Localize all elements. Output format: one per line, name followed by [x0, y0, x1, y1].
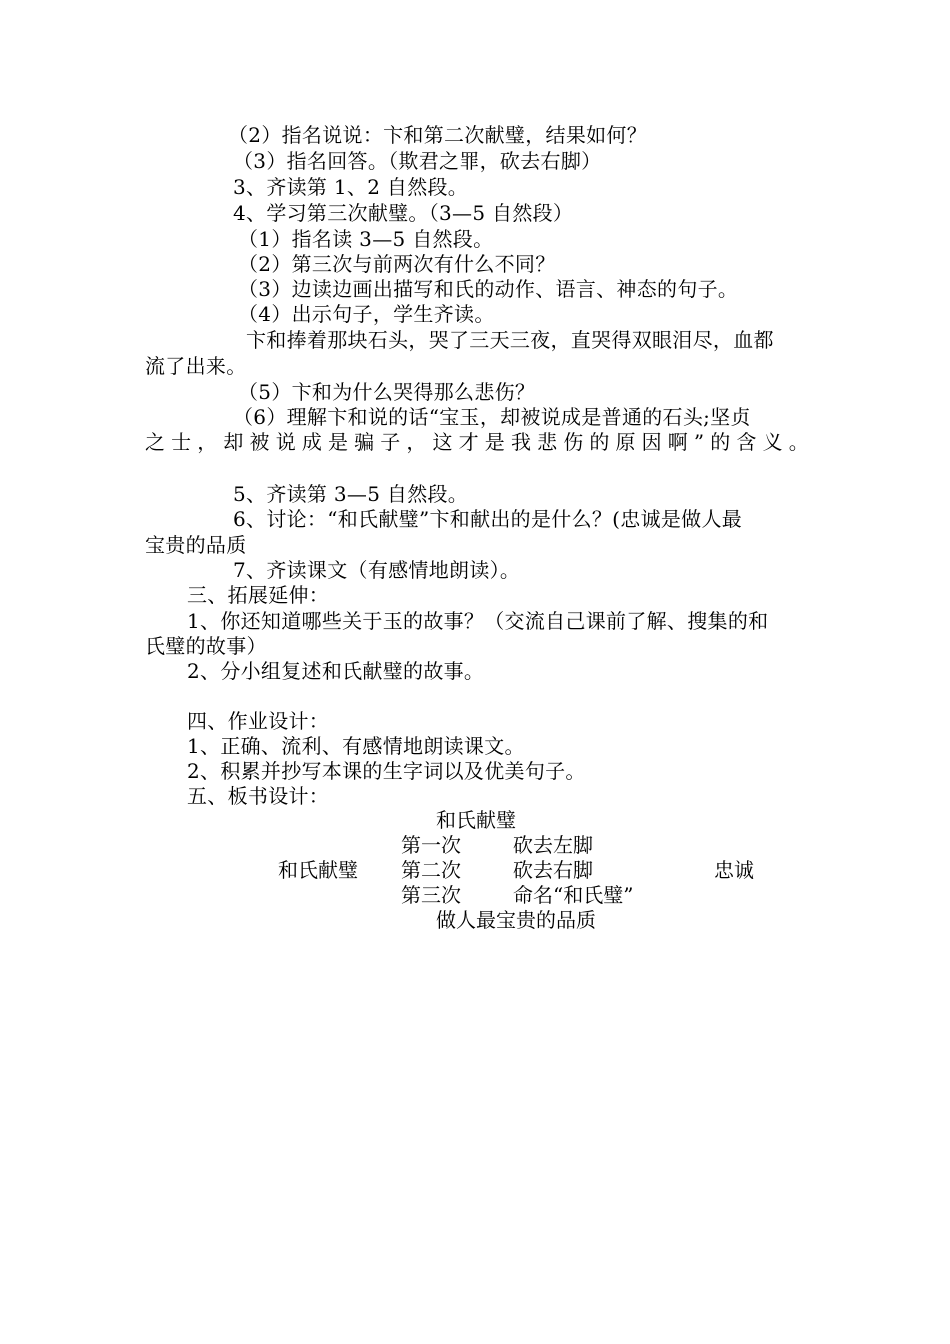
- board-left-label: 和氏献璧: [278, 858, 358, 882]
- step-7: 7、齐读课文（有感情地朗读）。: [233, 558, 521, 582]
- board-bottom: 做人最宝贵的品质: [436, 908, 596, 932]
- step-4-5: （5）卞和为什么哭得那么悲伤？: [238, 380, 536, 404]
- homework-2: 2、积累并抄写本课的生字词以及优美句子。: [187, 759, 586, 783]
- step-3-2: （2）指名说说：卞和第二次献璧，结果如何？: [228, 123, 648, 147]
- section-4-heading: 四、作业设计：: [187, 709, 330, 733]
- section-3-heading: 三、拓展延伸：: [187, 583, 330, 607]
- homework-1: 1、正确、流利、有感情地朗读课文。: [187, 734, 525, 758]
- board-order-3: 第三次: [401, 883, 461, 907]
- step-4-2: （2）第三次与前两次有什么不同？: [238, 252, 556, 276]
- board-title: 和氏献璧: [436, 808, 516, 832]
- step-4-6-line-1: （6）理解卞和说的话“宝玉，却被说成是普通的石头;坚贞: [233, 405, 751, 429]
- step-5: 5、齐读第 3—5 自然段。: [233, 482, 469, 506]
- extend-1-line-1: 1、你还知道哪些关于玉的故事？（交流自己课前了解、搜集的和: [187, 609, 769, 633]
- step-4-1: （1）指名读 3—5 自然段。: [238, 227, 494, 251]
- board-order-1: 第一次: [401, 833, 461, 857]
- quote-line-1: 卞和捧着那块石头，哭了三天三夜，直哭得双眼泪尽，血都: [246, 328, 774, 352]
- board-result-2: 砍去右脚: [513, 858, 593, 882]
- board-result-1: 砍去左脚: [513, 833, 593, 857]
- section-5-heading: 五、板书设计：: [187, 784, 330, 808]
- extend-1-line-2: 氏璧的故事）: [145, 634, 267, 658]
- step-4-6-line-2: 之士，却被说成是骗子，这才是我悲伤的原因啊”的含义。: [145, 430, 809, 454]
- step-3-3: （3）指名回答。（欺君之罪，砍去右脚）: [233, 149, 602, 173]
- step-3: 3、齐读第 1、2 自然段。: [233, 175, 469, 199]
- step-6-line-1: 6、讨论：“和氏献璧”卞和献出的是什么？(忠诚是做人最: [233, 507, 743, 531]
- board-order-2: 第二次: [401, 858, 461, 882]
- extend-2: 2、分小组复述和氏献璧的故事。: [187, 659, 485, 683]
- quote-line-2: 流了出来。: [145, 354, 247, 378]
- board-result-3: 命名“和氏璧”: [513, 883, 634, 907]
- step-4-3: （3）边读边画出描写和氏的动作、语言、神态的句子。: [238, 277, 739, 301]
- step-6-line-2: 宝贵的品质: [145, 533, 247, 557]
- step-4-4: （4）出示句子，学生齐读。: [238, 302, 495, 326]
- step-4: 4、学习第三次献璧。（3—5 自然段）: [233, 201, 574, 225]
- board-right-label: 忠诚: [714, 858, 754, 882]
